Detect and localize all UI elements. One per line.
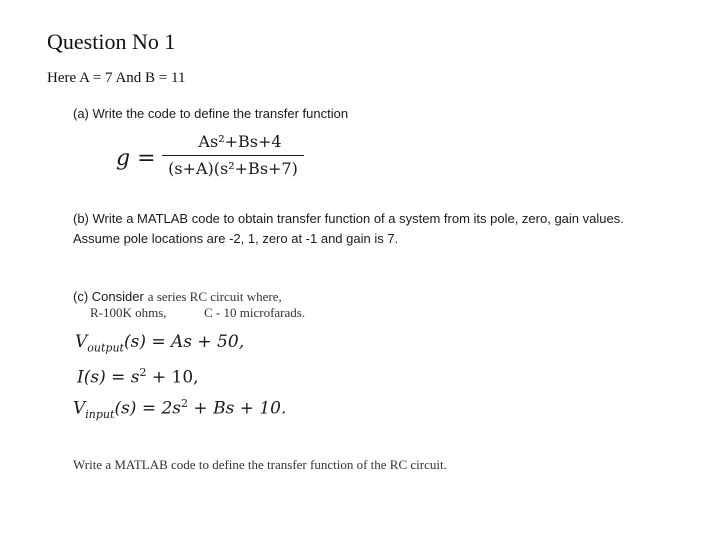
part-a-text: (a) Write the code to define the transfer function xyxy=(73,106,349,121)
part-b-line1: (b) Write a MATLAB code to obtain transfer function of a system from its pole, zero, gain values. xyxy=(73,211,624,226)
part-c-intro xyxy=(73,288,282,306)
transfer-function-fraction xyxy=(162,132,304,178)
transfer-function-lhs xyxy=(116,146,156,171)
eq-current xyxy=(77,366,199,388)
question-title: Question No 1 xyxy=(47,29,176,54)
part-c-instruction: Write a MATLAB code to define the transfer function of the RC circuit. xyxy=(73,457,447,472)
eq-current-lhs: I(s) = s xyxy=(77,367,140,388)
eq-current-sup: 2 xyxy=(139,366,147,379)
resistor-value: R-100K ohms, xyxy=(90,305,167,320)
part-c-rest: a series RC circuit where, xyxy=(147,289,282,304)
eq-output-rhs: (s) = As + 50, xyxy=(123,332,245,352)
eq-input-base: V xyxy=(73,398,86,419)
part-b-line2: Assume pole locations are -2, 1, zero at -1 and gain is 7. xyxy=(73,231,399,246)
eq-input-rhs: + Bs + 10. xyxy=(188,398,287,419)
equals-sign: = xyxy=(137,146,156,171)
part-c-prefix: (c) Consider xyxy=(73,289,144,304)
eq-input-sub: input xyxy=(85,408,115,422)
eq-input-voltage xyxy=(73,397,286,421)
eq-input-sup: 2 xyxy=(181,397,189,410)
eq-output-base: V xyxy=(75,332,88,352)
eq-current-rhs: + 10, xyxy=(146,367,199,388)
tf-denominator: (s+A)(s²+Bs+7) xyxy=(168,159,298,179)
tf-numerator: As²+Bs+4 xyxy=(198,132,282,151)
g-symbol: g xyxy=(116,146,131,171)
eq-output-sub: output xyxy=(87,341,124,355)
eq-output-voltage xyxy=(75,332,244,354)
eq-input-mid: (s) = 2s xyxy=(114,398,182,419)
capacitor-value: C - 10 microfarads. xyxy=(204,305,306,320)
given-values: Here A = 7 And B = 11 xyxy=(47,70,186,86)
